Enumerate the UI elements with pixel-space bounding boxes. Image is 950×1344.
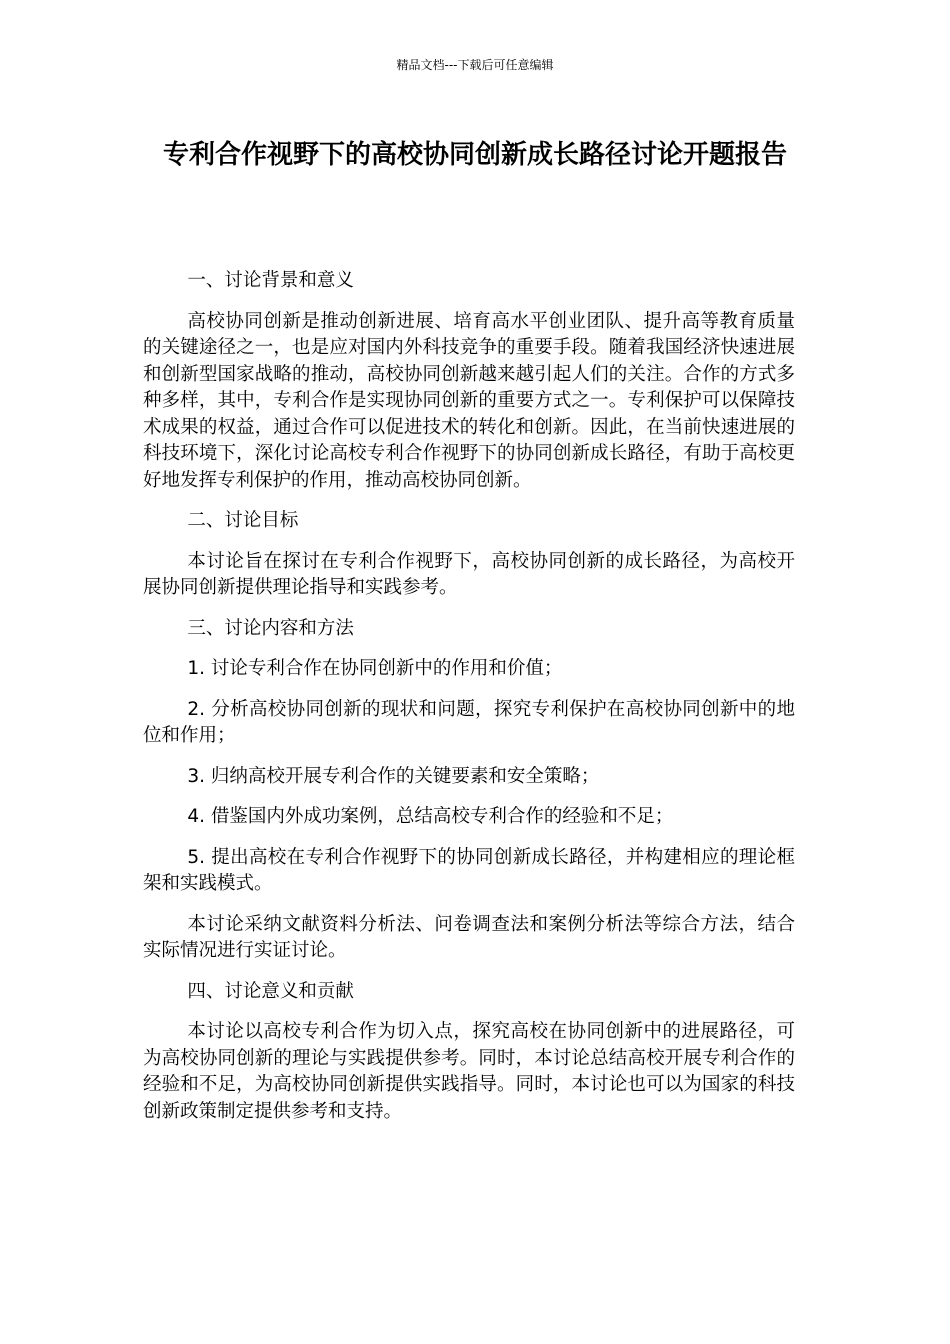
header-note: 精品文档---下载后可任意编辑 <box>396 58 554 72</box>
section-heading-content-methods: 三、讨论内容和方法 <box>187 617 354 639</box>
methods-paragraph: 本讨论采纳文献资料分析法、问卷调查法和案例分析法等综合方法，结合实际情况进行实证讨论。 <box>143 913 795 961</box>
section-heading-significance: 四、讨论意义和贡献 <box>187 980 354 1002</box>
objective-paragraph: 本讨论旨在探讨在专利合作视野下，高校协同创新的成长路径，为高校开展协同创新提供理论指导和实践参考。 <box>143 550 795 598</box>
significance-paragraph: 本讨论以高校专利合作为切入点，探究高校在协同创新中的进展路径，可为高校协同创新的理论与实践提供参考。同时，本讨论总结高校开展专利合作的经验和不足，为高校协同创新提供实践指导。同时，本讨论也可以为国家的科技创新政策制定提供参考和支持。 <box>143 1021 795 1122</box>
list-item: 1. 讨论专利合作在协同创新中的作用和价值； <box>187 658 563 679</box>
section-heading-background: 一、讨论背景和意义 <box>187 270 354 291</box>
document-body <box>143 268 795 1139</box>
list-item: 4. 借鉴国内外成功案例，总结高校专利合作的经验和不足； <box>187 806 674 827</box>
background-paragraph: 高校协同创新是推动创新进展、培育高水平创业团队、提升高等教育质量的关键途径之一，也是应对国内外科技竞争的重要手段。随着我国经济快速进展和创新型国家战略的推动，高校协同创新越来越引起人们的关注。合作的方式多种多样，其中，专利合作是实现协同创新的重要方式之一。专利保护可以保障技术成果的权益，通过合作可以促进技术的转化和创新。因此，在当前快速进展的科技环境下，深化讨论高校专利合作视野下的协同创新成长路径，有助于高校更好地发挥专利保护的作用，推动高校协同创新。 <box>143 310 795 491</box>
list-item: 3. 归纳高校开展专利合作的关键要素和安全策略； <box>187 765 600 787</box>
list-item: 2. 分析高校协同创新的现状和问题，探究专利保护在高校协同创新中的地位和作用； <box>143 698 795 746</box>
list-item: 5. 提出高校在专利合作视野下的协同创新成长路径，并构建相应的理论框架和实践模式。 <box>143 846 795 894</box>
section-heading-objective: 二、讨论目标 <box>187 510 299 531</box>
document-title: 专利合作视野下的高校协同创新成长路径讨论开题报告 <box>162 140 787 170</box>
